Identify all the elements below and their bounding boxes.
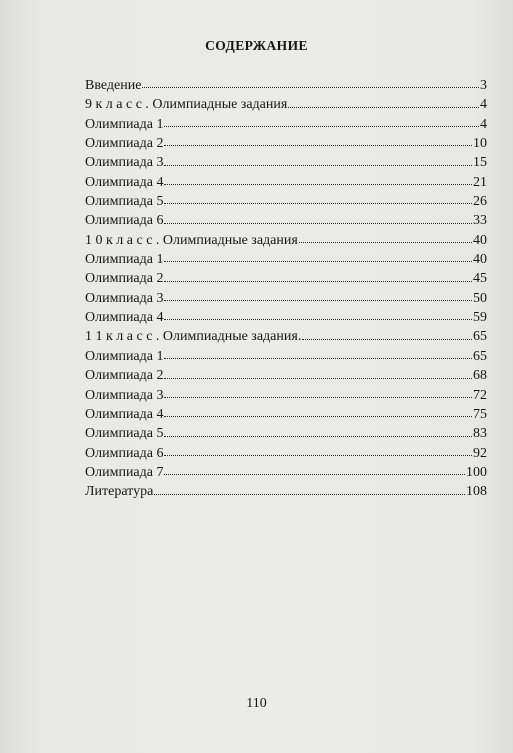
toc-entry-page: 92 bbox=[473, 445, 487, 461]
toc-entry-title: Литература bbox=[85, 484, 154, 500]
toc-entry-page: 65 bbox=[473, 348, 487, 364]
toc-entry-page: 33 bbox=[473, 213, 487, 229]
toc-entry bbox=[85, 250, 487, 269]
dot-leader bbox=[164, 183, 472, 185]
toc-entry bbox=[85, 173, 487, 192]
toc-entry-title: Олимпиада 1 bbox=[85, 348, 164, 364]
dot-leader bbox=[164, 299, 472, 301]
page-number: 110 bbox=[246, 696, 267, 711]
dot-leader bbox=[164, 318, 472, 320]
toc-entry bbox=[85, 269, 487, 288]
toc-entry-title: Олимпиада 2 bbox=[85, 136, 164, 152]
toc-entry-page: 72 bbox=[473, 387, 487, 403]
toc-entry-title: Олимпиада 2 bbox=[85, 271, 164, 287]
toc-entry-title: Олимпиада 4 bbox=[85, 310, 164, 326]
toc-entry-title: Олимпиада 4 bbox=[85, 406, 164, 422]
page-title: СОДЕРЖАНИЕ bbox=[205, 38, 308, 53]
toc-entry-title: Олимпиада 4 bbox=[85, 174, 164, 190]
dot-leader bbox=[164, 125, 479, 127]
toc-entry-title: Олимпиада 3 bbox=[85, 290, 164, 306]
dot-leader bbox=[164, 222, 472, 224]
toc-entry-page: 10 bbox=[473, 136, 487, 152]
toc-entry-page: 40 bbox=[473, 232, 487, 248]
toc-entry bbox=[85, 289, 487, 308]
toc-entry bbox=[85, 134, 487, 153]
toc-entry bbox=[85, 192, 487, 211]
toc-entry-page: 100 bbox=[466, 464, 487, 480]
toc-section-heading bbox=[85, 231, 487, 250]
dot-leader bbox=[164, 377, 472, 379]
dot-leader bbox=[299, 241, 472, 243]
toc-entry-page: 108 bbox=[466, 484, 487, 500]
toc-entry-title: Олимпиада 3 bbox=[85, 387, 164, 403]
dot-leader bbox=[164, 454, 472, 456]
dot-leader bbox=[164, 473, 465, 475]
toc-entry-title: Олимпиада 6 bbox=[85, 445, 164, 461]
toc-entry-page: 21 bbox=[473, 174, 487, 190]
toc-entry-page: 4 bbox=[480, 97, 487, 113]
dot-leader bbox=[164, 280, 472, 282]
toc-entry bbox=[85, 482, 487, 501]
toc-entry bbox=[85, 211, 487, 230]
toc-section-heading bbox=[85, 95, 487, 114]
toc-entry bbox=[85, 76, 487, 95]
toc-entry-title: Олимпиада 3 bbox=[85, 155, 164, 171]
toc-entry-page: 65 bbox=[473, 329, 487, 345]
toc-entry-title: Олимпиада 5 bbox=[85, 194, 164, 210]
toc-entry-title: Олимпиада 2 bbox=[85, 368, 164, 384]
dot-leader bbox=[164, 396, 472, 398]
toc-entry bbox=[85, 153, 487, 172]
toc-entry-page: 4 bbox=[480, 116, 487, 132]
toc-entry-page: 50 bbox=[473, 290, 487, 306]
toc-entry-title: Олимпиада 1 bbox=[85, 252, 164, 268]
toc-entry bbox=[85, 386, 487, 405]
toc-entry-page: 40 bbox=[473, 252, 487, 268]
toc-entry bbox=[85, 405, 487, 424]
toc-entry-title: 1 1 к л а с с . Олимпиадные задания. bbox=[85, 329, 302, 345]
toc-entry-page: 3 bbox=[480, 78, 487, 93]
toc-entry-page: 75 bbox=[473, 406, 487, 422]
toc-entry-title: Олимпиада 5 bbox=[85, 426, 164, 442]
toc-entry-page: 59 bbox=[473, 310, 487, 326]
dot-leader bbox=[302, 338, 472, 340]
toc-entry bbox=[85, 463, 487, 482]
toc-entry-title: 9 к л а с с . Олимпиадные задания bbox=[85, 97, 288, 113]
dot-leader bbox=[164, 164, 472, 166]
toc-entry bbox=[85, 347, 487, 366]
toc-entry bbox=[85, 444, 487, 463]
toc-entry bbox=[85, 424, 487, 443]
dot-leader bbox=[164, 260, 472, 262]
toc-entry bbox=[85, 115, 487, 134]
toc-entry bbox=[85, 308, 487, 327]
toc-entry-title: Олимпиада 7 bbox=[85, 464, 164, 480]
toc-entry-page: 45 bbox=[473, 271, 487, 287]
dot-leader bbox=[142, 86, 479, 88]
dot-leader bbox=[288, 106, 479, 108]
toc-entry-title: Олимпиада 1 bbox=[85, 116, 164, 132]
toc-entry-title: 1 0 к л а с с . Олимпиадные задания bbox=[85, 232, 298, 248]
toc-entry-page: 26 bbox=[473, 194, 487, 210]
dot-leader bbox=[154, 493, 465, 495]
dot-leader bbox=[164, 202, 472, 204]
toc-entry-title: Введение bbox=[85, 78, 142, 93]
toc-entry-page: 15 bbox=[473, 155, 487, 171]
toc-section-heading bbox=[85, 327, 487, 346]
dot-leader bbox=[164, 144, 472, 146]
dot-leader bbox=[164, 357, 472, 359]
toc-entry bbox=[85, 366, 487, 385]
toc-entry-page: 68 bbox=[473, 368, 487, 384]
table-of-contents bbox=[85, 76, 487, 502]
toc-entry-title: Олимпиада 6 bbox=[85, 213, 164, 229]
dot-leader bbox=[164, 435, 472, 437]
toc-entry-page: 83 bbox=[473, 426, 487, 442]
dot-leader bbox=[164, 415, 472, 417]
